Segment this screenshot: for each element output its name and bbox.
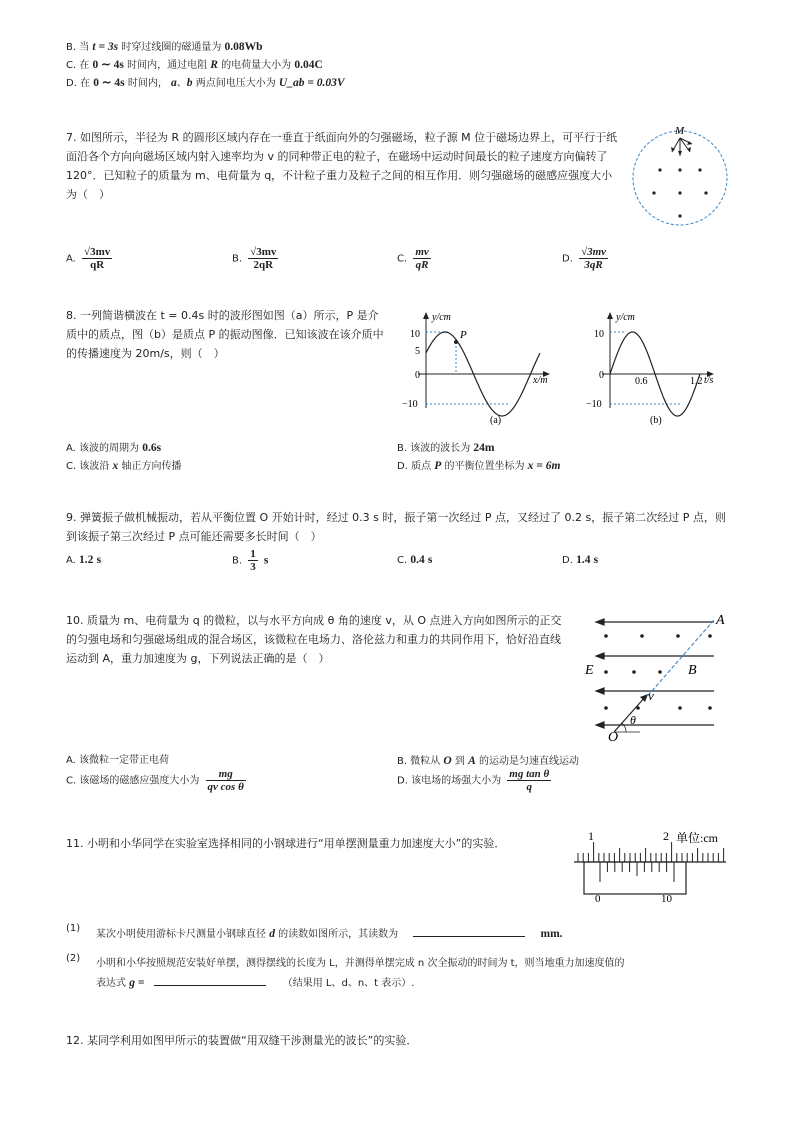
q8-option-d[interactable]: D. 质点 P 的平衡位置坐标为 x = 6m [397, 460, 561, 472]
label-v: v [648, 688, 654, 703]
q9-option-b[interactable]: B. $\frac{1}{3}$ s [232, 548, 269, 573]
answer-blank-reading[interactable] [413, 926, 525, 937]
axis-label-y: y/cm [616, 312, 635, 323]
q12-stem: 12. 某同学利用如图甲所示的装置做“用双缝干涉测量光的波长”的实验． [66, 1034, 418, 1047]
q9-option-a[interactable]: A. 1.2 s [66, 554, 102, 566]
caption-a: (a) [490, 415, 502, 426]
q7-figure-magnetic-field [632, 124, 732, 232]
q8-figure-b-vibration [580, 308, 720, 428]
q11-sub2-number: (2) [66, 953, 81, 964]
q8-figure-a-waveform [396, 308, 571, 428]
q11-sub2-line1: 小明和小华按照规范安装好单摆，测得摆线的长度为 L，并测得单摆完成 n 次全振动的时间为 t，则当地重力加速度值的 [96, 958, 625, 969]
trajectory-line [644, 620, 714, 700]
axis-label-x: t/s [704, 375, 714, 386]
label-p: P [460, 329, 467, 341]
caption-b: (b) [650, 415, 662, 426]
q11-sub1-number: (1) [66, 923, 81, 934]
label-a: A [716, 613, 725, 628]
q10-option-c[interactable]: C. 该磁场的磁感应强度大小为 $\frac{mg}{\text{qv cos θ}}$ [66, 768, 244, 793]
q11-sub2-line2: 表达式 g = （结果用 L、d、n、t 表示）. [96, 977, 415, 989]
tick-label-06: 0.6 [635, 376, 648, 387]
q8-stem: 8. 一列简谐横波在 t = 0.4s 时的波形图如图（a）所示，P 是介质中的质点，图（b）是质点 P 的振动图像．已知该波在该介质中的传播速度为 20m/s，则（ ） [66, 309, 384, 360]
q11-figure-vernier-caliper [570, 828, 730, 908]
q7-option-d[interactable]: D. $\frac{√3mv}{3qR}$ [562, 246, 607, 271]
vernier-0: 0 [595, 893, 601, 905]
main-scale-1: 1 [588, 829, 594, 843]
axis-label-x: x/m [533, 375, 548, 386]
label-b: B [688, 663, 697, 678]
q7-stem: 7. 如图所示，半径为 R 的圆形区域内存在一垂直于纸面向外的匀强磁场，粒子源 M 位于磁场边界上，可平行于纸面沿各个方向向磁场区域内射入速率均为 v 的同种带正电的粒子，在磁场中运动时间最长的粒子速度方向偏转了 120°．已知粒子的质量为 m、电荷量为 q，不计粒子重力及粒子之间的相互作用．则匀强磁场的磁感应强度大小为（ ） [66, 131, 618, 201]
answer-blank-g[interactable] [154, 975, 266, 986]
q7-option-a[interactable]: A. $\frac{√3mv}{qR}$ [66, 246, 111, 271]
q9-option-c[interactable]: C. 0.4 s [397, 554, 433, 566]
label-e: E [585, 663, 594, 678]
tick-label-minus10: −10 [586, 399, 602, 410]
main-scale-2: 2 [663, 829, 669, 843]
q11-stem: 11. 小明和小华同学在实验室选择相同的小钢球进行“用单摆测量重力加速度大小”的实验． [66, 837, 506, 850]
q10-figure-field [584, 610, 729, 745]
q9-stem: 9. 弹簧振子做机械振动，若从平衡位置 O 开始计时，经过 0.3 s 时，振子第一次经过 P 点，又经过了 0.2 s，振子第二次经过 P 点，则到该振子第三次经过 P 点可能还需要多长时间（ ） [66, 511, 726, 543]
q10-option-b[interactable]: B. 微粒从 O 到 A 的运动是匀速直线运动 [397, 755, 579, 767]
axis-label-y: y/cm [432, 312, 451, 323]
tick-label-minus10: −10 [402, 399, 418, 410]
q7-option-c[interactable]: C. $\frac{mv}{qR}$ [397, 246, 429, 271]
q9-option-d[interactable]: D. 1.4 s [562, 554, 599, 566]
q10-option-d[interactable]: D. 该电场的场强大小为 $\frac{\text{mg tan θ}}{q}$ [397, 768, 550, 793]
tick-label-12: 1.2 [690, 376, 703, 387]
vernier-10: 10 [661, 893, 672, 905]
q11-sub1: 某次小明使用游标卡尺测量小钢球直径 d 的读数如图所示，其读数为 mm. [96, 928, 563, 940]
tick-label-0: 0 [415, 370, 420, 381]
q6-option-c: C. 在 0 ∼ 4s 时间内，通过电阻 R 的电荷量大小为 0.04C [66, 59, 323, 71]
label-theta: θ [630, 713, 636, 727]
q8-option-c[interactable]: C. 该波沿 x 轴正方向传播 [66, 460, 182, 472]
unit-label: 单位:cm [676, 831, 718, 845]
q10-option-a[interactable]: A. 该微粒一定带正电荷 [66, 755, 170, 766]
tick-label-10: 10 [594, 329, 604, 340]
tick-label-10: 10 [410, 329, 420, 340]
q7-option-b[interactable]: B. $\frac{√3mv}{2qR}$ [232, 246, 277, 271]
q10-stem: 10. 质量为 m、电荷量为 q 的微粒，以与水平方向成 θ 角的速度 v，从 O 点进入方向如图所示的正交的匀强电场和匀强磁场组成的混合场区，该微粒在电场力、洛伦兹力和重力的共同作用下，恰好沿直线运动到 A，重力加速度为 g，下列说法正确的是（ ） [66, 614, 562, 665]
point-p [454, 340, 458, 344]
tick-label-5: 5 [415, 346, 420, 357]
q6-option-d: D. 在 0 ∼ 4s 时间内， a、b 两点间电压大小为 U_ab = 0.03V [66, 77, 345, 89]
q8-option-a[interactable]: A. 该波的周期为 0.6s [66, 442, 162, 454]
label-o: O [608, 730, 619, 745]
q8-option-b[interactable]: B. 该波的波长为 24m [397, 442, 495, 454]
vernier-frame [584, 862, 686, 894]
q7-label-m: M [675, 125, 685, 137]
q6-option-b: B. 当 t = 3s 时穿过线圈的磁通量为 0.08Wb [66, 41, 263, 53]
tick-label-0: 0 [599, 370, 604, 381]
